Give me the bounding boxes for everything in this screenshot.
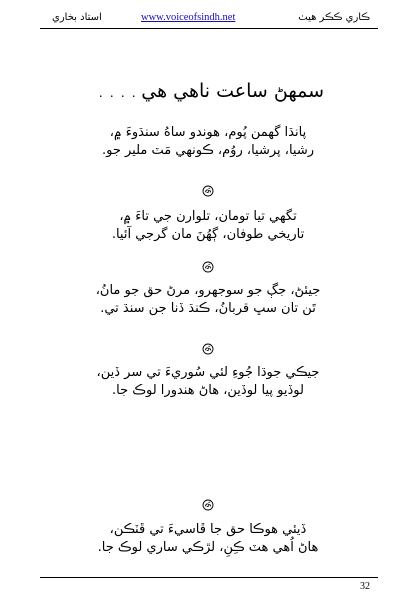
stanza-line: تگهي تيا تومان، تلوارن جي تاءَ ۾، (119, 209, 297, 224)
header-author: استاد بخاري (52, 12, 102, 23)
om-symbol-icon (202, 499, 214, 511)
stanza-line: پانڌا گهمن پُوم، هوندو ساهُ سنڌوءَ ۾، (109, 125, 307, 140)
stanza-line: رشيا، پرشيا، روُم، ڪونهي مَٽ ملير جو. (101, 143, 315, 158)
om-symbol-icon (202, 343, 214, 355)
stanza-5 (0, 521, 416, 557)
om-symbol-icon (202, 261, 214, 273)
stanza-3 (0, 282, 416, 318)
page-number: 32 (360, 581, 370, 592)
stanza-4 (0, 364, 416, 400)
stanza-2 (0, 208, 416, 244)
header-book-title: ڪاري ڪڪر هيٺ (298, 12, 370, 23)
stanza-line: تَن تان سڀ قربانُ، ڪنڌ ڏنا جن سنڌ تي. (100, 301, 316, 316)
header-divider (40, 28, 378, 29)
poem-title: سمهڻ ساعت ناهي هي (141, 80, 324, 102)
stanza-line: ڏيئي هوڪا حق جا ڦاسيءَ تي ڦٽڪن، (109, 522, 307, 537)
footer-divider (40, 577, 378, 578)
om-symbol-icon (202, 185, 214, 197)
page-header (0, 12, 416, 26)
stanza-line: جيئڻ، جڳ جو سوجهرو، مرڻ حق جو مانُ، (95, 283, 321, 298)
stanza-line: هاڻ اُهي هٽ ڪِنِ، لڙڪي ساري لوڪ جا. (97, 540, 319, 555)
stanza-line: تاريخي طوفان، ڳهُنَ مان گرجي آئيا. (111, 227, 305, 242)
header-website-link[interactable]: www.voiceofsindh.net (141, 12, 236, 23)
poem-title-ellipsis: . . . . (99, 86, 138, 101)
stanza-1 (0, 124, 416, 160)
stanza-line: لوڏيو پيا لوڏين، هاڻ هندورا لوڪ جا. (112, 383, 304, 398)
stanza-line: جيڪي جوڌا جُوءِ لئي سُوريءَ تي سر ڏين، (96, 365, 320, 380)
